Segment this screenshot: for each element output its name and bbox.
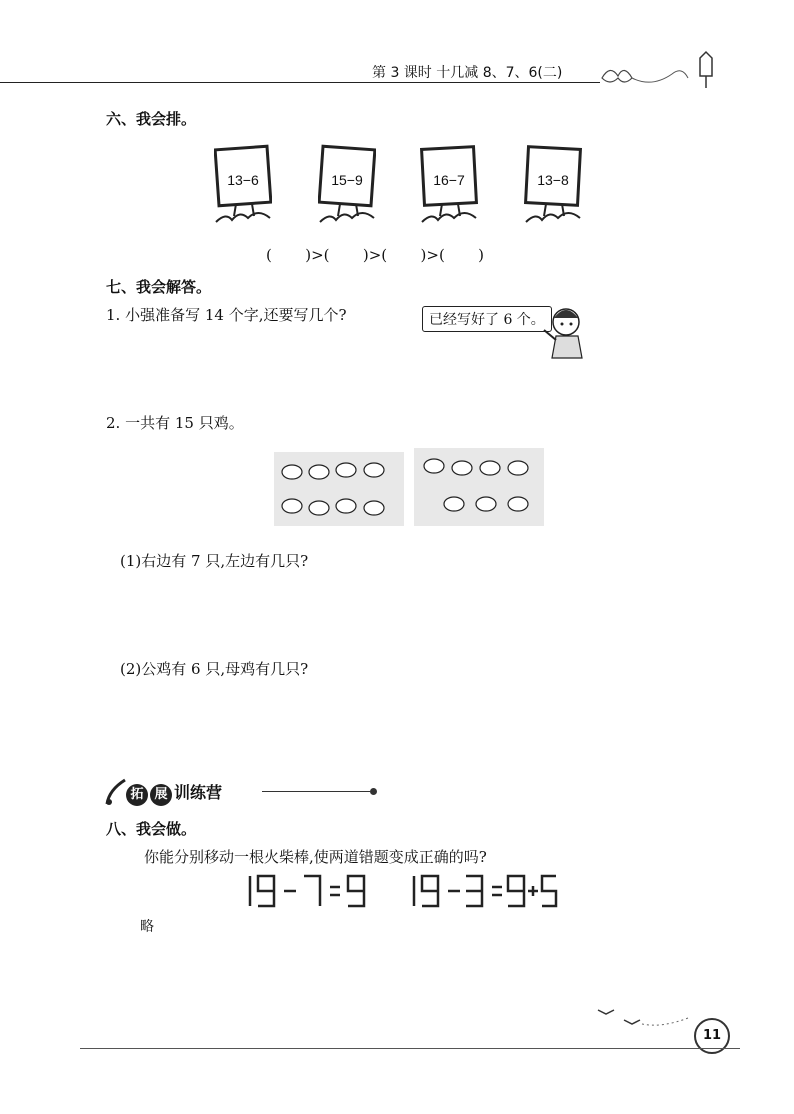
ordering-blanks[interactable]: ( )>( )>( )>( ) — [266, 246, 485, 264]
section-8-answer: 略 — [140, 919, 154, 935]
banner-title: 训练营 — [174, 783, 223, 802]
board-1 — [214, 144, 272, 230]
question-2-part-2: (2)公鸡有 6 只,母鸡有几只? — [120, 660, 309, 678]
section-8-title: 八、我会做。 — [106, 820, 197, 838]
question-1: 1. 小强准备写 14 个字,还要写几个? — [106, 306, 347, 324]
speech-bubble: 已经写好了 6 个。 — [422, 306, 552, 332]
banner-badge-1: 拓 — [126, 784, 148, 806]
board-4-label: 13−8 — [537, 172, 569, 188]
extension-banner — [104, 778, 376, 806]
board-2-label: 15−9 — [331, 172, 363, 188]
section-6-title: 六、我会排。 — [106, 110, 197, 128]
brush-icon — [104, 778, 126, 806]
board-4 — [524, 144, 582, 230]
section-7-title: 七、我会解答。 — [106, 278, 212, 296]
question-2-part-1: (1)右边有 7 只,左边有几只? — [120, 552, 309, 570]
board-1-label: 13−6 — [227, 172, 259, 188]
matchstick-equations — [244, 872, 564, 910]
butterfly-lamp-decoration-icon — [592, 48, 732, 92]
boy-icon — [540, 304, 590, 362]
banner-badge-2: 展 — [150, 784, 172, 806]
section-8-prompt: 你能分别移动一根火柴棒,使两道错题变成正确的吗? — [144, 848, 487, 866]
page-number: 11 — [694, 1018, 730, 1054]
chickens-illustration — [274, 448, 546, 528]
board-2 — [318, 144, 376, 230]
board-3-label: 16−7 — [433, 172, 465, 188]
question-2: 2. 一共有 15 只鸡。 — [106, 414, 244, 432]
header-rule — [0, 82, 600, 83]
footer-rule — [80, 1048, 740, 1049]
birds-decoration-icon — [594, 1000, 694, 1030]
board-3 — [420, 144, 478, 230]
lesson-header: 第 3 课时 十几减 8、7、6(二) — [372, 65, 563, 81]
